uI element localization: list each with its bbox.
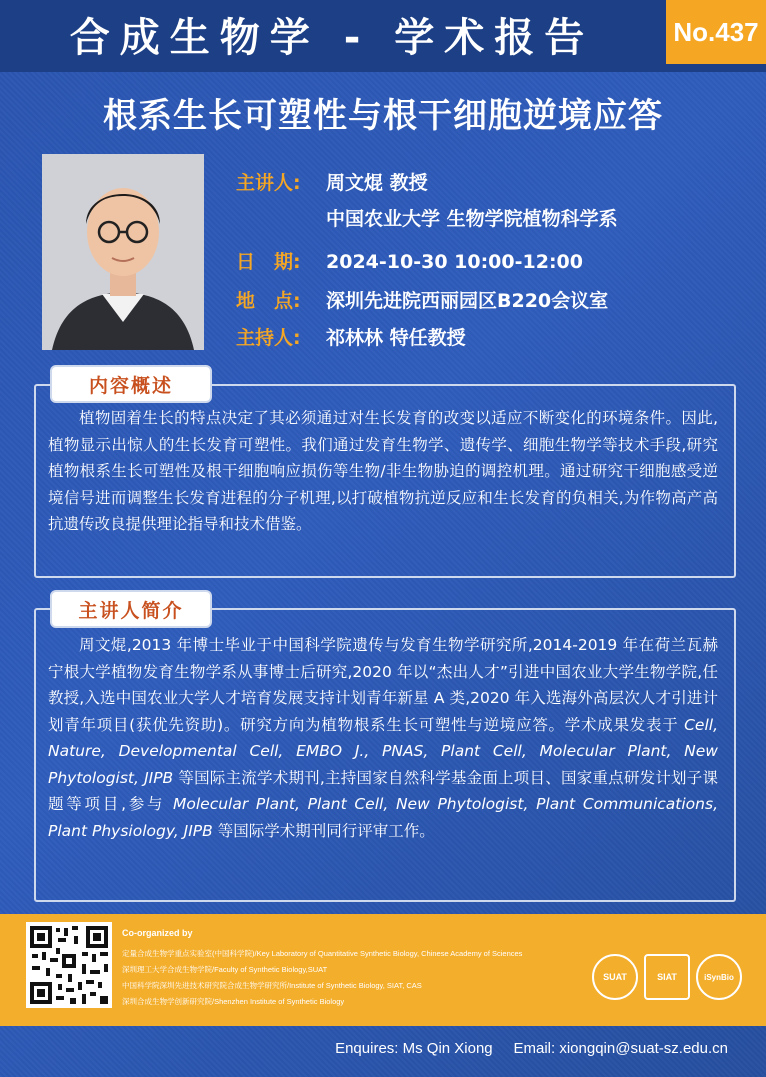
affiliation: 中国农业大学 生物学院植物科学系 xyxy=(326,208,618,230)
date-value: 2024-10-30 10:00-12:00 xyxy=(326,251,583,273)
host-label: 主持人: xyxy=(236,327,301,349)
organizer-3: 中国科学院深圳先进技术研究院合成生物学研究所/Institute of Synthetic Biology, SIAT, CAS xyxy=(122,981,422,990)
bio-journals-2: Molecular Plant, Plant Cell, New Phytologist, Plant Communications, Plant Physiology, JIPB xyxy=(48,795,718,840)
siat-logo: SIAT xyxy=(644,954,690,1000)
place-label: 地 点: xyxy=(236,290,301,312)
qr-code xyxy=(26,922,112,1008)
co-organized-label: Co-organized by xyxy=(122,928,193,938)
talk-title: 根系生长可塑性与根干细胞逆境应答 xyxy=(103,96,663,136)
email[interactable]: Email: xiongqin@suat-sz.edu.cn xyxy=(513,1040,728,1057)
date-label: 日 期: xyxy=(236,251,301,273)
date-row xyxy=(236,247,583,274)
bio-heading: 主讲人简介 xyxy=(50,590,212,628)
enquiries: Enquires: Ms Qin Xiong xyxy=(335,1040,493,1057)
bio-text-part1: 周文焜,2013 年博士毕业于中国科学院遗传与发育生物学研究所,2014-2019 年在荷兰瓦赫宁根大学植物发育生物学系从事博士后研究,2020 年以“杰出人才”引进中国农业大学生物学院,任教授,入选中国农业大学人才培育发展支持计划青年新星 A 类,2020 年入选海外高层次人才引进计划青年项目(获优先资助)。研究方向为植物根系生长可塑性与逆境应答。学术成果发表于 xyxy=(48,636,718,734)
bio-journals-1: Cell, Nature, Developmental Cell, EMBO J., PNAS, Plant Cell, Molecular Plant, New Phytologist, JIPB xyxy=(48,715,718,787)
isynbio-logo: iSynBio xyxy=(696,954,742,1000)
organizer-4: 深圳合成生物学创新研究院/Shenzhen Institute of Synthetic Biology xyxy=(122,997,345,1006)
speaker-label: 主讲人: xyxy=(236,172,301,194)
speaker-name: 周文焜 教授 xyxy=(326,172,428,194)
organizer-2: 深圳理工大学合成生物学院/Faculty of Synthetic Biology,SUAT xyxy=(122,965,328,974)
header-title: 合成生物学 - 学术报告 xyxy=(69,15,595,61)
organizer-1: 定量合成生物学重点实验室(中国科学院)/Key Laboratory of Quantitative Synthetic Biology, Chinese Academy of Sciences xyxy=(122,949,523,958)
host-name: 祁林林 特任教授 xyxy=(326,327,466,349)
contact-line xyxy=(335,1040,728,1057)
place-row xyxy=(236,286,608,313)
place-value: 深圳先进院西丽园区B220会议室 xyxy=(326,290,609,312)
bio-text-part3: 等国际学术期刊同行评审工作。 xyxy=(212,821,435,840)
abstract-heading: 内容概述 xyxy=(50,365,212,403)
speaker-photo xyxy=(42,154,204,350)
bio-text-part2: 等国际主流学术期刊,主持国家自然科学基金面上项目、国家重点研发计划子课题等项目,参与 xyxy=(48,768,719,813)
speaker-row xyxy=(236,168,428,195)
issue-number: No.437 xyxy=(666,0,766,64)
bio-text xyxy=(48,632,718,844)
host-row xyxy=(236,323,466,350)
abstract-text: 植物固着生长的特点决定了其必须通过对生长发育的改变以适应不断变化的环境条件。因此,植物显示出惊人的生长发育可塑性。我们通过发育生物学、遗传学、细胞生物学等技术手段,研究植物根系生长可塑性及根干细胞响应损伤等生物/非生物胁迫的调控机理。通过研究干细胞感受逆境信号进而调整生长发育进程的分子机理,以打破植物抗逆反应和生长发育的负相关,为作物高产高抗遗传改良提供理论指导和技术借鉴。 xyxy=(48,409,718,533)
suat-logo: SUAT xyxy=(592,954,638,1000)
